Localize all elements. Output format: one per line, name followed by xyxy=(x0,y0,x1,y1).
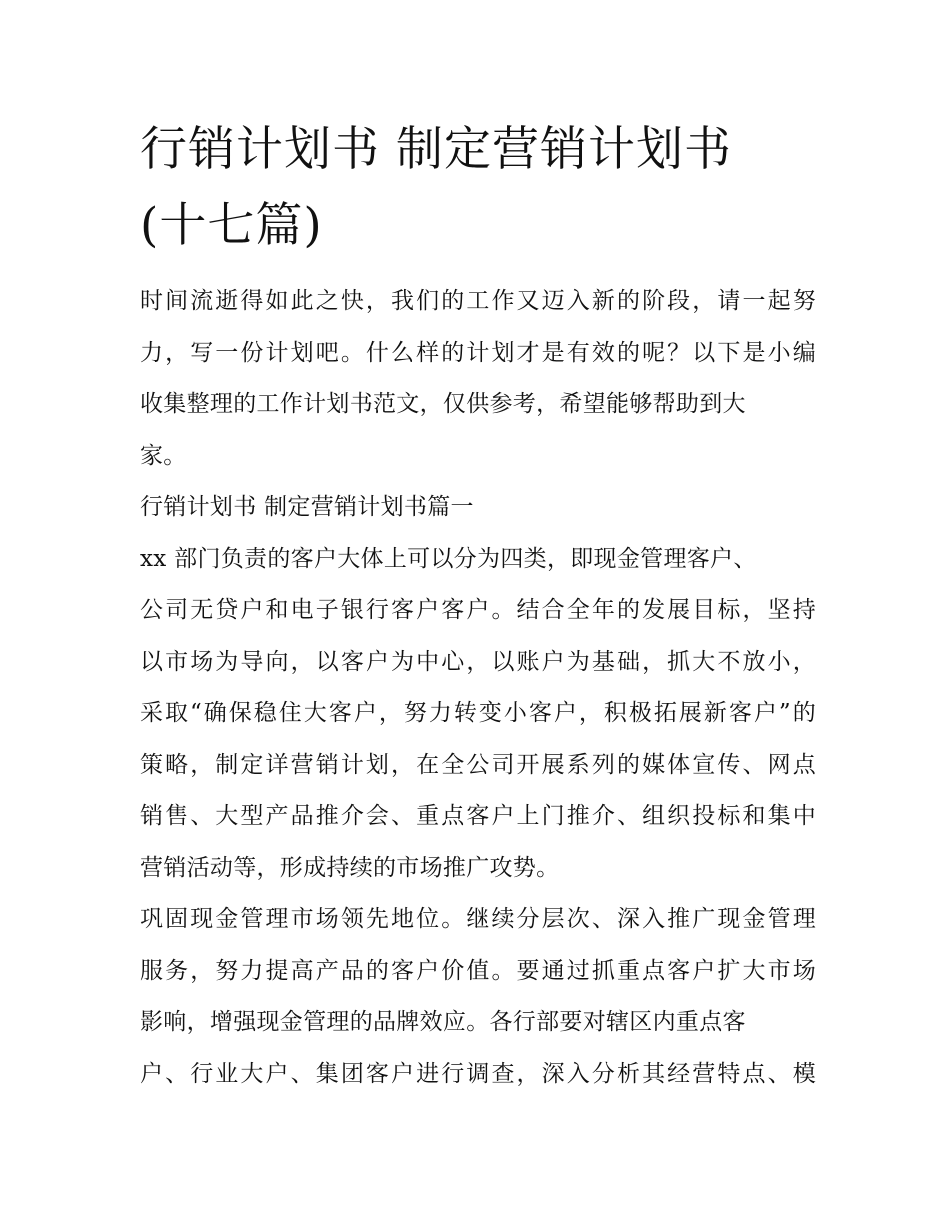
text-line: 行销计划书 制定营销计划书篇一 xyxy=(140,494,474,520)
document-body xyxy=(140,276,816,1100)
text-line: xx 部门负责的客户大体上可以分为四类，即现金管理客户、 xyxy=(140,545,757,572)
text-line: 以市场为导向，以客户为中心，以账户为基础，抓大不放小， xyxy=(140,648,816,675)
text-line: 采取“确保稳住大客户，努力转变小客户，积极拓展新客户”的 xyxy=(140,700,816,726)
text-line: 影响，增强现金管理的品牌效应。各行部要对辖区内重点客 xyxy=(140,1009,746,1035)
text-line: 时间流逝得如此之快，我们的工作又迈入新的阶段，请一起努 xyxy=(140,288,816,314)
text-line: 户、行业大户、集团客户进行调查，深入分析其经营特点、模 xyxy=(140,1060,816,1087)
text-line: 家。 xyxy=(140,442,187,469)
text-line: 巩固现金管理市场领先地位。继续分层次、深入推广现金管理 xyxy=(140,906,816,932)
text-line: 收集整理的工作计划书范文，仅供参考，希望能够帮助到大 xyxy=(140,391,746,417)
text-line: 策略，制定详营销计划，在全公司开展系列的媒体宣传、网点 xyxy=(140,751,816,778)
document-title xyxy=(140,112,820,264)
title-line-2: (十七篇) xyxy=(140,198,323,253)
text-line: 营销活动等，形成持续的市场推广攻势。 xyxy=(140,854,560,881)
title-line-1: 行销计划书 制定营销计划书 xyxy=(140,122,732,177)
text-line: 公司无贷户和电子银行客户客户。结合全年的发展目标，坚持 xyxy=(140,597,816,623)
text-line: 力，写一份计划吧。什么样的计划才是有效的呢？以下是小编 xyxy=(140,339,816,366)
text-line: 服务，努力提高产品的客户价值。要通过抓重点客户扩大市场 xyxy=(140,957,816,984)
text-line: 销售、大型产品推介会、重点客户上门推介、组织投标和集中 xyxy=(140,803,816,829)
